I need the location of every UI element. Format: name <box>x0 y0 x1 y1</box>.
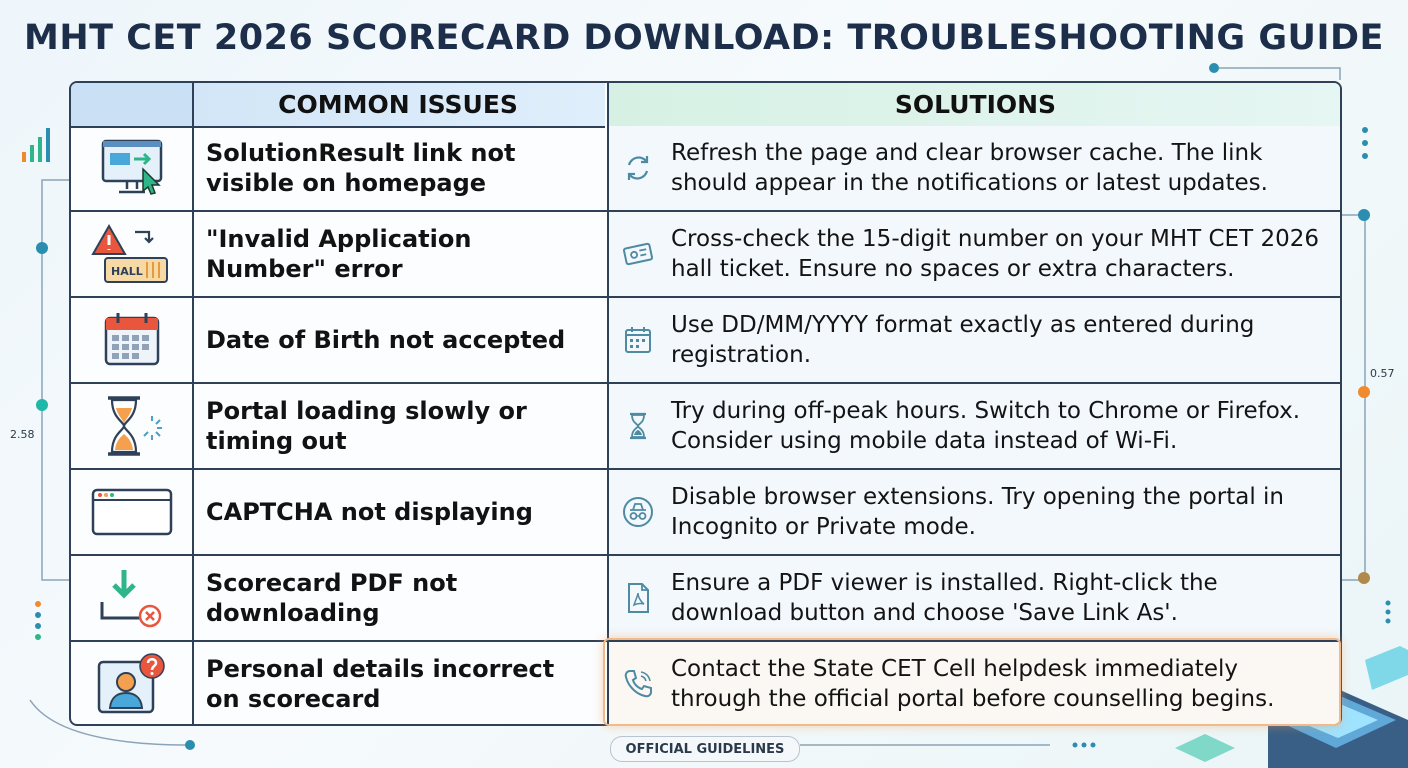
solution-cell <box>607 384 1342 468</box>
issue-text: Date of Birth not accepted <box>206 326 566 354</box>
calendar-icon <box>71 298 194 382</box>
calendar-icon <box>621 323 655 357</box>
pdf-file-icon <box>621 581 655 615</box>
solution-text: Try during off-peak hours. Switch to Chrome or Firefox. Consider using mobile data instead of Wi-Fi. <box>671 398 1301 454</box>
solution-cell <box>607 642 1342 726</box>
footer-badge: OFFICIAL GUIDELINES <box>610 736 800 762</box>
user-question-icon <box>71 642 194 726</box>
header-solutions-label: SOLUTIONS <box>894 90 1057 119</box>
side-value-right: 0.57 <box>1370 367 1395 380</box>
ticket-icon <box>621 237 655 271</box>
header-issues-label: COMMON ISSUES <box>278 90 518 119</box>
side-value-left: 2.58 <box>10 428 35 441</box>
incognito-icon <box>621 495 655 529</box>
solution-cell <box>607 212 1342 296</box>
solution-cell <box>607 470 1342 554</box>
table-row <box>71 126 1340 212</box>
table-row <box>71 384 1340 470</box>
solution-text: Disable browser extensions. Try opening the portal in Incognito or Private mode. <box>671 484 1284 540</box>
header-icon-column <box>71 83 194 126</box>
table-row <box>71 470 1340 556</box>
monitor-cursor-icon <box>71 126 194 210</box>
table-row <box>71 642 1340 726</box>
solution-cell <box>607 556 1342 640</box>
header-solutions <box>607 83 1342 128</box>
svg-text:HALL: HALL <box>110 265 143 278</box>
hourglass-icon <box>621 409 655 443</box>
solution-text: Use DD/MM/YYYY format exactly as entered during registration. <box>671 312 1255 368</box>
phone-icon <box>621 667 655 701</box>
solution-cell <box>607 126 1342 210</box>
table-row <box>71 298 1340 384</box>
issue-text: Scorecard PDF not downloading <box>206 569 458 627</box>
issue-text: Personal details incorrect on scorecard <box>206 655 555 713</box>
download-error-icon <box>71 556 194 640</box>
solution-text: Ensure a PDF viewer is installed. Right-click the download button and choose 'Save Link As'. <box>671 570 1218 626</box>
solution-text: Cross-check the 15-digit number on your MHT CET 2026 hall ticket. Ensure no spaces or extra characters. <box>671 226 1319 282</box>
table-row <box>71 556 1340 642</box>
issue-text: SolutionResult link not visible on homepage <box>206 139 516 197</box>
troubleshooting-table <box>69 81 1342 726</box>
solution-text: Refresh the page and clear browser cache. The link should appear in the notifications or latest updates. <box>671 140 1268 196</box>
solution-cell <box>607 298 1342 382</box>
issue-text: CAPTCHA not displaying <box>206 498 533 526</box>
page-title: MHT CET 2026 SCORECARD DOWNLOAD: TROUBLESHOOTING GUIDE <box>24 18 1384 58</box>
header-common-issues <box>71 83 605 128</box>
hourglass-icon <box>71 384 194 468</box>
hall-ticket-warning-icon <box>71 212 194 296</box>
browser-window-icon <box>71 470 194 554</box>
issue-text: Portal loading slowly or timing out <box>206 397 527 455</box>
solution-text: Contact the State CET Cell helpdesk immediately through the official portal before counselling begins. <box>671 656 1275 712</box>
table-row <box>71 212 1340 298</box>
issue-text: "Invalid Application Number" error <box>206 225 472 283</box>
refresh-icon <box>621 151 655 185</box>
